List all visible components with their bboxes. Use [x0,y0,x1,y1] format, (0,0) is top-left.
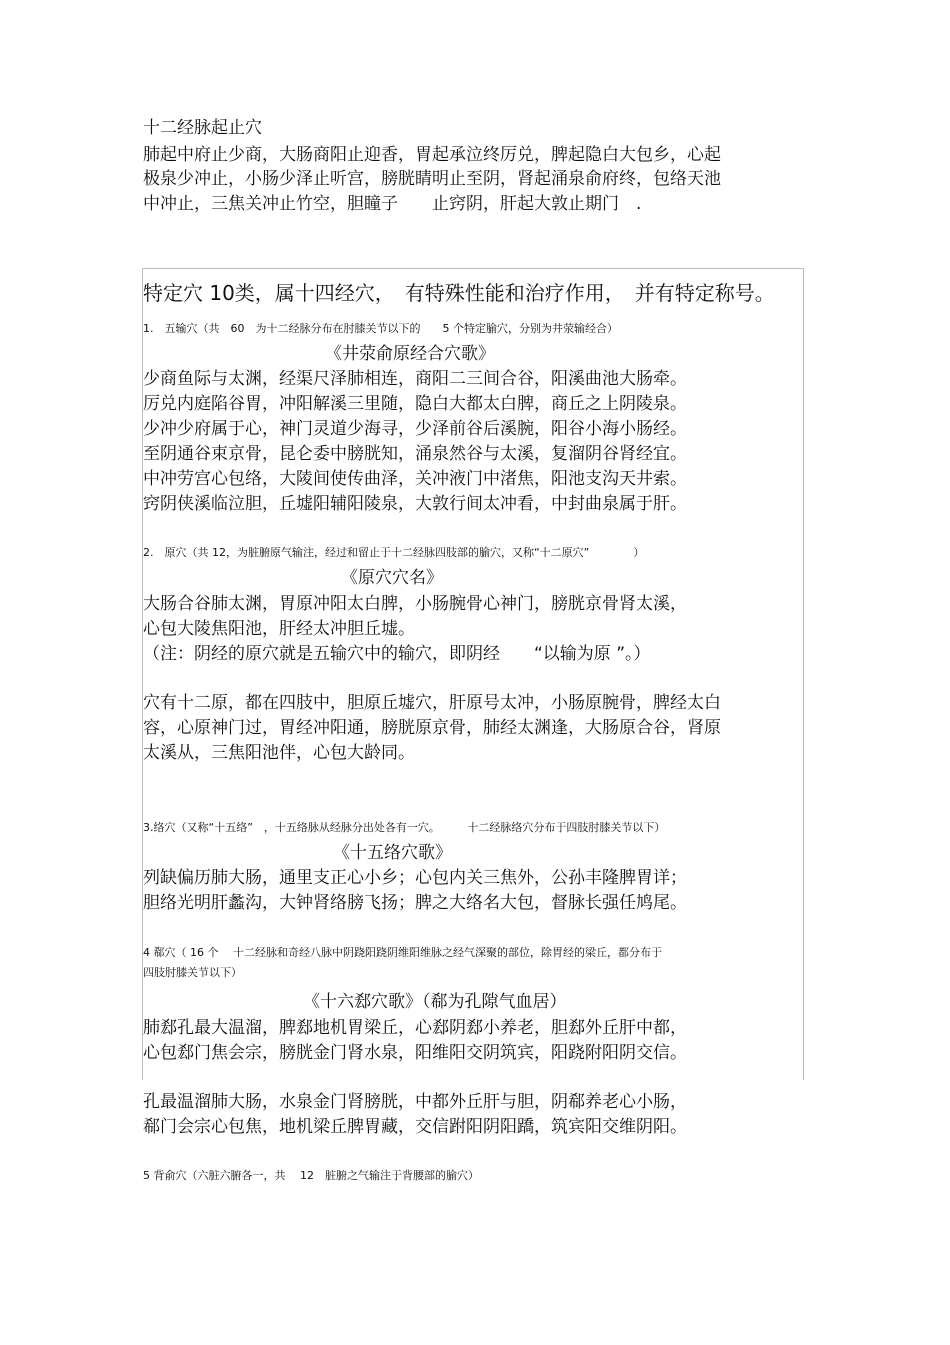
verse-line: 厉兑内庭陷谷胃，冲阳解溪三里随，隐白大都太白脾，商丘之上阴陵泉。 [143,394,687,414]
verse-line: 孔最温溜肺大肠，水泉金门肾膀胱，中都外丘肝与胆，阴郗养老心小肠， [143,1092,687,1112]
section-title: 十二经脉起止穴 [143,118,262,138]
verse-line: 容，心原神门过，胃经冲阳通，膀胱原京骨，肺经太渊逢，大肠原合谷，肾原 [143,718,721,738]
text-line: 肺起中府止少商，大肠商阳止迎香，胃起承泣终厉兑，脾起隐白大包乡，心起 [143,145,721,165]
section-intro: 4 郗穴（ 16 个 十二经脉和奇经八脉中阴跷阳跷阴维阳维脉之经气深聚的部位，除胃经的梁丘，都分布于 [143,946,662,959]
verse-line: 胆络光明肝蠡沟，大钟肾络膀飞扬；脾之大络名大包，督脉长强任鸠尾。 [143,893,687,913]
page-heading: 特定穴 10类，属十四经穴， 有特殊性能和治疗作用， 并有特定称号。 [143,281,775,305]
frame-divider [803,268,804,1080]
verse-line: 心包郄门焦会宗，膀胱金门肾水泉，阳维阳交阴筑宾，阳跷附阳阴交信。 [143,1043,687,1063]
text-line: 极泉少冲止，小肠少泽止听宫，膀胱睛明止至阴，肾起涌泉俞府终，包络天池 [143,169,721,189]
text-line: 中冲止，三焦关冲止竹空，胆瞳子 止窍阴，肝起大敦止期门 . [143,194,642,214]
song-title: 《原穴穴名》 [341,568,443,588]
song-title: 《井荥俞原经合穴歌》 [325,344,495,364]
verse-line: 少冲少府属于心，神门灵道少海寻，少泽前谷后溪腕，阳谷小海小肠经。 [143,419,687,439]
verse-line: 中冲劳宫心包络，大陵间使传曲泽，关冲液门中渚焦，阳池支沟天井索。 [143,469,687,489]
verse-line: 穴有十二原，都在四肢中，胆原丘墟穴，肝原号太冲，小肠原腕骨，脾经太白 [143,693,721,713]
verse-line: 列缺偏历肺大肠，通里支正心小乡；心包内关三焦外，公孙丰隆脾胃详； [143,868,687,888]
frame-divider [142,268,804,269]
verse-line: 肺郄孔最大温溜，脾郄地机胃梁丘，心郄阴郄小养老，胆郄外丘肝中都， [143,1018,687,1038]
note-line: （注：阴经的原穴就是五输穴中的输穴，即阴经 “以输为原 ”。） [143,644,651,664]
verse-line: 大肠合谷肺太渊，胃原冲阳太白脾，小肠腕骨心神门，膀胱京骨肾太溪， [143,594,687,614]
verse-line: 至阴通谷束京骨，昆仑委中膀胱知，涌泉然谷与太溪，复溜阴谷肾经宜。 [143,444,687,464]
verse-line: 少商鱼际与太渊，经渠尺泽肺相连，商阳二三间合谷，阳溪曲池大肠牵。 [143,369,687,389]
section-intro: 四肢肘膝关节以下） [143,966,242,979]
verse-line: 郗门会宗心包焦，地机梁丘脾胃藏，交信跗阳阴阳蹻，筑宾阳交维阴阳。 [143,1117,687,1137]
verse-line: 太溪从，三焦阳池伴，心包大龄同。 [143,743,415,763]
section-intro: 1. 五输穴（共 60 为十二经脉分布在肘膝关节以下的 5 个特定腧穴，分别为井荥输经合） [143,322,618,335]
section-intro: 2. 原穴（共 12，为脏腑原气输注，经过和留止于十二经脉四肢部的腧穴，又称“十二原穴” ） [143,546,645,559]
section-intro: 5 背俞穴（六脏六腑各一，共 12 脏腑之气输注于背腰部的腧穴） [143,1169,479,1182]
song-title: 《十六郄穴歌》（郗为孔隙气血居） [303,992,567,1012]
song-title: 《十五络穴歌》 [333,843,452,863]
section-intro: 3.络穴（又称“十五络” ，十五络脉从经脉分出处各有一穴。 十二经脉络穴分布于四肢肘膝关节以下） [143,821,666,834]
verse-line: 心包大陵焦阳池，肝经太冲胆丘墟。 [143,619,415,639]
verse-line: 窍阴侠溪临泣胆，丘墟阳辅阳陵泉，大敦行间太冲看，中封曲泉属于肝。 [143,494,687,514]
